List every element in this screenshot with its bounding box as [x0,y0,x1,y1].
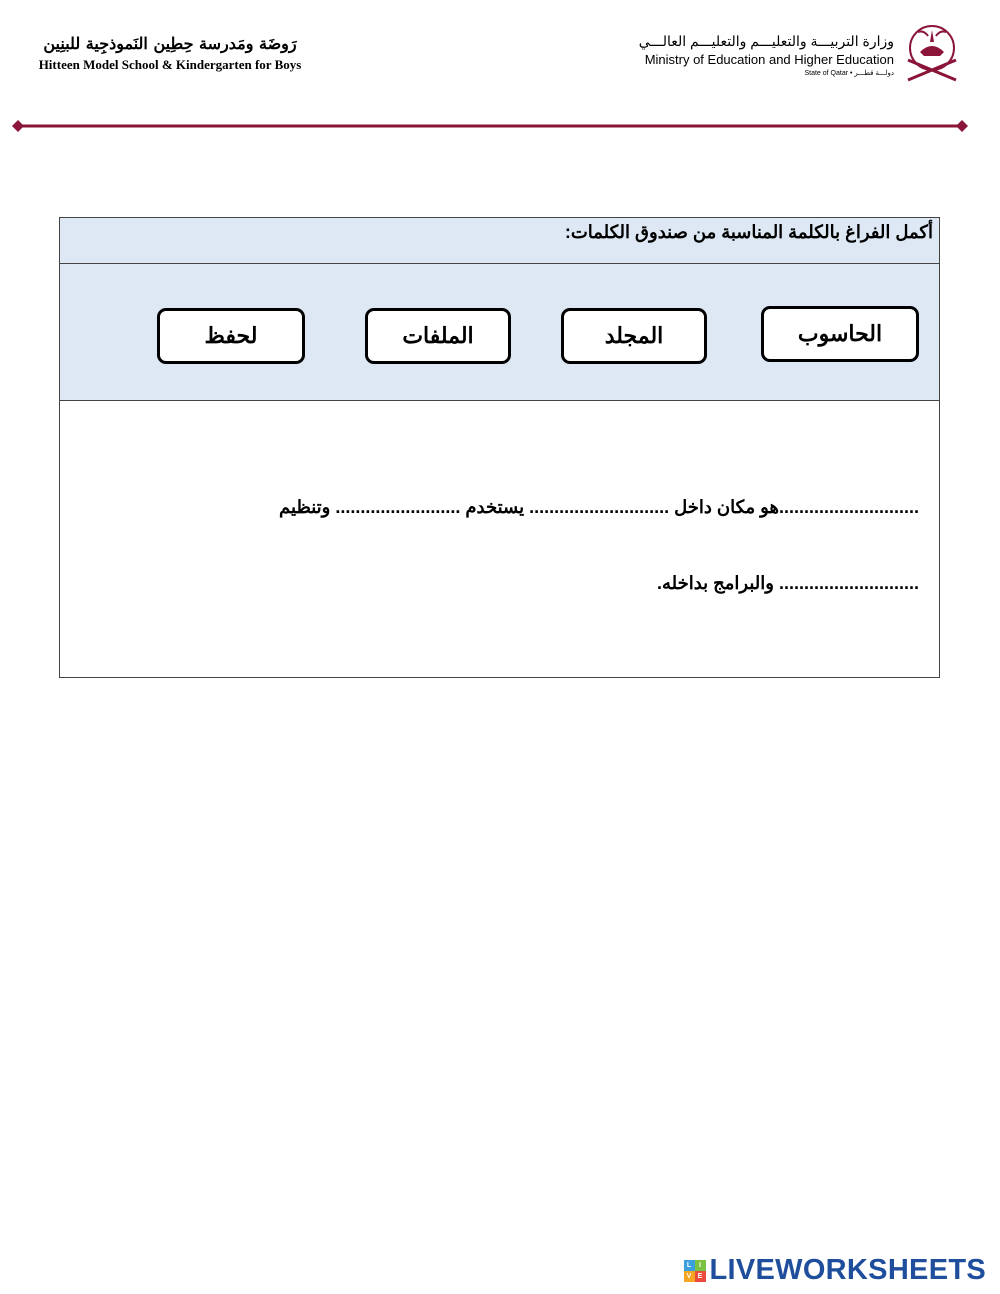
word-option-files[interactable]: الملفات [365,308,511,364]
school-name-arabic: رَوضَة ومَدرسة حِطِين النَموذجِية للبنِين [43,34,297,53]
sentence-line-1: ............................هو مكان داخل ............................ يستخدم ......................... وتنظيم [279,497,919,517]
sentence-line-2: ............................ والبرامج بداخله. [656,573,919,593]
instruction-text: أكمل الفراغ بالكلمة المناسبة من صندوق الكلمات: [60,218,939,264]
word-option-folder[interactable]: المجلد [561,308,707,364]
liveworksheets-brand: LIVEWORKSHEETS [709,1254,986,1286]
ministry-name-english: Ministry of Education and Higher Education [644,52,894,67]
header-divider [12,116,968,136]
state-of-qatar-label: State of Qatar • دولـــة قطـــر [804,70,894,77]
word-bank [60,264,939,401]
qatar-emblem-icon [900,22,964,88]
ministry-name-arabic: وزارة التربيـــة والتعليـــم والتعليـــم العالـــي [638,33,894,49]
liveworksheets-logo [684,1254,987,1287]
ministry-text [639,33,894,77]
worksheet-table [59,217,940,678]
word-option-computer[interactable]: الحاسوب [761,306,919,362]
word-option-to-save[interactable]: لحفظ [157,308,305,364]
fill-in-sentence-area [60,401,939,677]
liveworksheets-icon: L I V E [684,1260,706,1282]
ministry-header [639,20,964,90]
school-header [30,34,310,73]
school-name-english: Hitteen Model School & Kindergarten for Boys [38,57,302,72]
